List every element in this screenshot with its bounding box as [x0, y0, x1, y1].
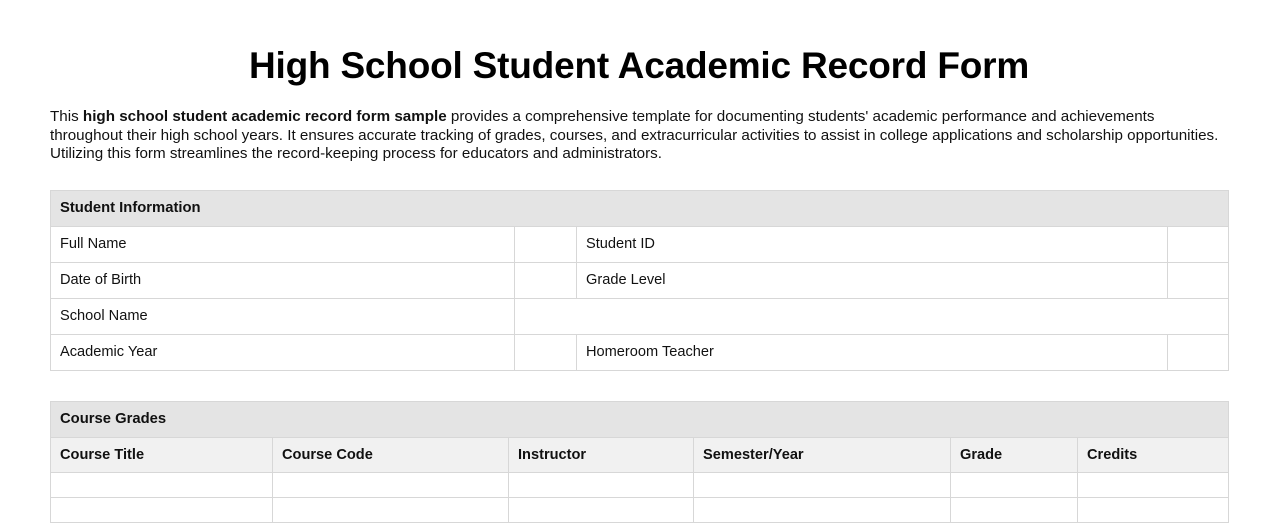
course-grades-column-header-row: [51, 437, 1229, 472]
student-information-table: [50, 190, 1229, 371]
column-header-grade: Grade: [951, 437, 1078, 472]
field-input-grade-level[interactable]: [1168, 262, 1229, 298]
field-input-homeroom-teacher[interactable]: [1168, 334, 1229, 370]
page-title: High School Student Academic Record Form: [248, 45, 1030, 86]
table-row: [51, 262, 1229, 298]
student-information-header-row: [51, 190, 1229, 226]
cell-semester-year[interactable]: [694, 472, 951, 497]
column-header-semester-year: Semester/Year: [694, 437, 951, 472]
table-row: [51, 472, 1229, 497]
cell-course-code[interactable]: [273, 472, 509, 497]
cell-credits[interactable]: [1078, 472, 1229, 497]
field-input-school-name[interactable]: [515, 298, 1229, 334]
field-label-homeroom-teacher: Homeroom Teacher: [577, 334, 1168, 370]
table-row: [51, 298, 1229, 334]
column-header-course-code: Course Code: [273, 437, 509, 472]
course-grades-section: [50, 401, 1228, 523]
student-information-section: [50, 190, 1228, 371]
intro-emphasis: high school student academic record form sample: [82, 108, 447, 125]
intro-rest: provides a comprehensive template for documenting students' academic performance and achievements throughout their high school years. It ensures accurate tracking of grades, courses, and extracurricular activities to assist in college applications and scholarship opportunities. Utilizing this form streamlines the record-keeping process for educators and administrators.: [50, 108, 1219, 162]
field-input-academic-year[interactable]: [515, 334, 577, 370]
field-label-full-name: Full Name: [51, 226, 515, 262]
intro-lead: This: [50, 108, 83, 125]
student-information-header-label: Student Information: [51, 190, 1229, 226]
field-input-date-of-birth[interactable]: [515, 262, 577, 298]
table-row: [51, 226, 1229, 262]
field-input-full-name[interactable]: [515, 226, 577, 262]
column-header-credits: Credits: [1078, 437, 1229, 472]
cell-instructor[interactable]: [509, 472, 694, 497]
field-label-school-name: School Name: [51, 298, 515, 334]
field-label-student-id: Student ID: [577, 226, 1168, 262]
field-label-grade-level: Grade Level: [577, 262, 1168, 298]
course-grades-header-label: Course Grades: [51, 401, 1229, 437]
course-grades-table: [50, 401, 1229, 523]
column-header-course-title: Course Title: [51, 437, 273, 472]
column-header-instructor: Instructor: [509, 437, 694, 472]
cell-course-title[interactable]: [51, 472, 273, 497]
table-row: [51, 334, 1229, 370]
field-label-academic-year: Academic Year: [51, 334, 515, 370]
field-input-student-id[interactable]: [1168, 226, 1229, 262]
field-label-date-of-birth: Date of Birth: [51, 262, 515, 298]
cell-grade[interactable]: [951, 472, 1078, 497]
course-grades-header-row: [51, 401, 1229, 437]
intro-paragraph: [50, 108, 1228, 164]
